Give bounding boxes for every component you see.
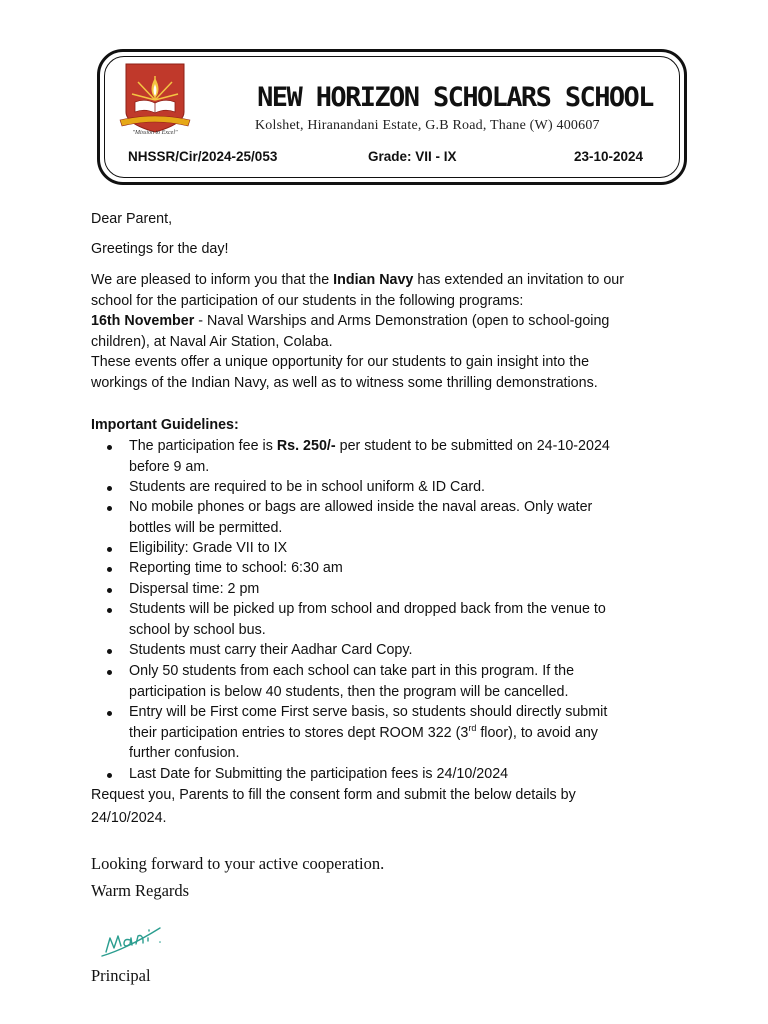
salutation: Dear Parent, bbox=[91, 211, 173, 227]
intro-line-1: We are pleased to inform you that the Indian Navy has extended an invitation to our bbox=[91, 272, 625, 288]
closing-line: Looking forward to your active cooperation. bbox=[91, 854, 385, 873]
letterhead bbox=[97, 49, 687, 185]
signatory-title: Principal bbox=[91, 966, 151, 985]
event-line-2: children), at Naval Air Station, Colaba. bbox=[91, 334, 333, 350]
request-line-2: 24/10/2024. bbox=[91, 810, 167, 826]
greeting: Greetings for the day! bbox=[91, 241, 229, 257]
circular-date: 23-10-2024 bbox=[574, 149, 644, 164]
event-date: 16th November bbox=[91, 313, 195, 329]
circular-reference: NHSSR/Cir/2024-25/053 bbox=[128, 149, 278, 164]
intro-line-2: school for the participation of our students in the following programs: bbox=[91, 293, 524, 309]
grade-label: Grade: VII - IX bbox=[368, 149, 457, 164]
warm-regards: Warm Regards bbox=[91, 881, 190, 900]
fee-amount: Rs. 250/- bbox=[276, 438, 336, 454]
school-address: Kolshet, Hiranandani Estate, G.B Road, Thane (W) 400607 bbox=[255, 118, 600, 133]
events-description-2: workings of the Indian Navy, as well as to witness some thrilling demonstrations. bbox=[91, 375, 598, 391]
principal-signature bbox=[100, 912, 170, 962]
guidelines-title: Important Guidelines: bbox=[91, 417, 239, 433]
logo-motto: "Mission to Excel" bbox=[132, 130, 178, 136]
school-logo bbox=[118, 62, 192, 142]
request-line-1: Request you, Parents to fill the consent form and submit the below details by bbox=[91, 787, 576, 803]
indian-navy-highlight: Indian Navy bbox=[333, 272, 414, 288]
events-description-1: These events offer a unique opportunity for our students to gain insight into the bbox=[91, 354, 590, 370]
event-line-1: 16th November - Naval Warships and Arms Demonstration (open to school-going bbox=[91, 313, 610, 329]
school-name: NEW HORIZON SCHOLARS SCHOOL bbox=[257, 82, 653, 113]
